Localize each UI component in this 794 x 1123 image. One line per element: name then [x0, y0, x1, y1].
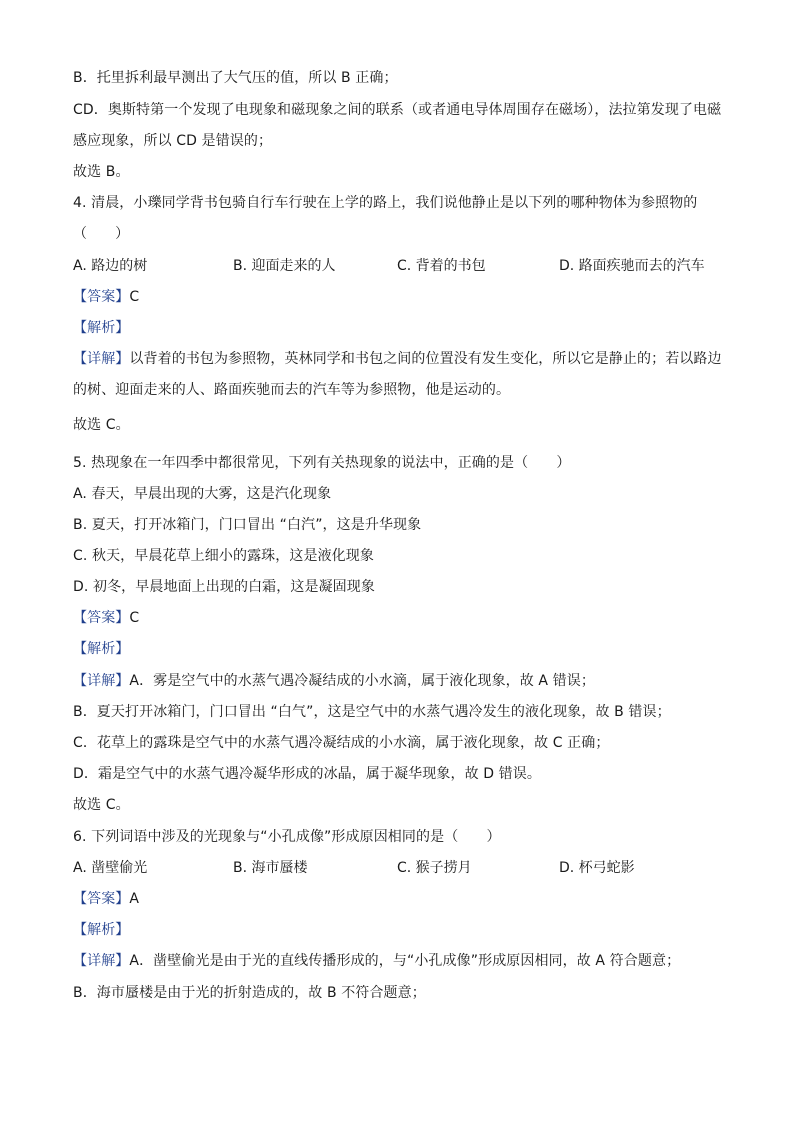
q4-answer-line — [73, 287, 754, 307]
q4-choice-d: D. 路面疾驰而去的汽车 — [559, 258, 705, 274]
q4-paren-close: ） — [115, 226, 130, 242]
q5-choice-a: A. 春天，早晨出现的大雾，这是汽化现象 — [73, 486, 332, 502]
q6-detail-tag: 【详解】 — [73, 953, 130, 969]
q6-choice-a: A. 凿壁偷光 — [73, 860, 148, 876]
q6-stem: 6. 下列词语中涉及的光现象与“小孔成像”形成原因相同的是（ ） — [73, 829, 501, 845]
q4-detail-line-2: 的树、迎面走来的人、路面疾驰而去的汽车等为参照物，他是运动的。 — [73, 382, 511, 398]
q6-analysis-line — [73, 920, 754, 940]
q5-answer-line — [73, 608, 754, 628]
q5-stem: 5. 热现象在一年四季中都很常见，下列有关热现象的说法中，正确的是（ ） — [73, 455, 571, 471]
q5-answer-tag: 【答案】 — [73, 610, 130, 626]
q5-choice-d: D. 初冬，早晨地面上出现的白霜，这是凝固现象 — [73, 579, 375, 595]
q6-answer: A — [129, 891, 140, 907]
q6-detail-line-2: B．海市蜃楼是由于光的折射造成的，故 B 不符合题意； — [73, 985, 426, 1001]
q4-analysis-line — [73, 318, 754, 338]
q4-paren-open: （ — [73, 226, 88, 242]
prev-analysis-line-cd-cont: 感应现象，所以 CD 是错误的； — [73, 133, 273, 149]
q5-analysis-tag: 【解析】 — [73, 641, 130, 657]
q4-detail-line-1 — [73, 349, 754, 369]
q5-choice-c: C. 秋天，早晨花草上细小的露珠，这是液化现象 — [73, 548, 374, 564]
q4-choices — [73, 256, 753, 276]
q5-detail-tag: 【详解】 — [73, 673, 130, 689]
q6-choice-d: D. 杯弓蛇影 — [559, 860, 635, 876]
q5-detail-line-3: C．花草上的露珠是空气中的水蒸气遇冷凝结成的小水滴，属于液化现象，故 C 正确； — [73, 735, 610, 751]
q4-stem: 4. 清晨，小瓅同学背书包骑自行车行驶在上学的路上，我们说他静止是以下列的哪种物体为参照物的 — [73, 195, 698, 211]
q4-answer: C — [129, 289, 140, 305]
q5-analysis-line — [73, 639, 754, 659]
q4-choice-c: C. 背着的书包 — [397, 258, 486, 274]
q6-answer-tag: 【答案】 — [73, 891, 130, 907]
q4-detail-text-1: 以背着的书包为参照物，英林同学和书包之间的位置没有发生变化，所以它是静止的；若以路边 — [129, 351, 722, 367]
q5-detail-line-2: B．夏天打开冰箱门，门口冒出 “白气”，这是空气中的水蒸气遇冷发生的液化现象，故 B 错误； — [73, 704, 671, 720]
q6-detail-line-1 — [73, 951, 754, 971]
q6-answer-line — [73, 889, 754, 909]
prev-conclusion: 故选 B。 — [73, 164, 130, 180]
q5-conclusion: 故选 C。 — [73, 797, 130, 813]
q5-detail-line-4: D．霜是空气中的水蒸气遇冷凝华形成的冰晶，属于凝华现象，故 D 错误。 — [73, 766, 541, 782]
q6-choices — [73, 858, 753, 878]
q5-answer: C — [129, 610, 140, 626]
q4-detail-tag: 【详解】 — [73, 351, 130, 367]
q6-analysis-tag: 【解析】 — [73, 922, 130, 938]
q5-choice-b: B. 夏天，打开冰箱门，门口冒出 “白汽”，这是升华现象 — [73, 517, 422, 533]
q4-choice-a: A. 路边的树 — [73, 258, 148, 274]
q5-detail-text-1: A．雾是空气中的水蒸气遇冷凝结成的小水滴，属于液化现象，故 A 错误； — [129, 673, 595, 689]
q4-choice-b: B. 迎面走来的人 — [233, 258, 336, 274]
q4-answer-tag: 【答案】 — [73, 289, 130, 305]
q4-answer-parens — [73, 224, 754, 244]
q6-choice-b: B. 海市蜃楼 — [233, 860, 308, 876]
q5-detail-line-1 — [73, 671, 754, 691]
prev-analysis-line-b: B．托里拆利最早测出了大气压的值，所以 B 正确； — [73, 70, 398, 86]
q6-choice-c: C. 猴子捞月 — [397, 860, 472, 876]
q6-detail-text-1: A．凿壁偷光是由于光的直线传播形成的，与“小孔成像”形成原因相同，故 A 符合题意； — [129, 953, 681, 969]
prev-analysis-line-cd: CD．奥斯特第一个发现了电现象和磁现象之间的联系（或者通电导体周围存在磁场），法拉第发现了电磁 — [73, 102, 722, 118]
q4-conclusion: 故选 C。 — [73, 417, 130, 433]
q4-analysis-tag: 【解析】 — [73, 320, 130, 336]
